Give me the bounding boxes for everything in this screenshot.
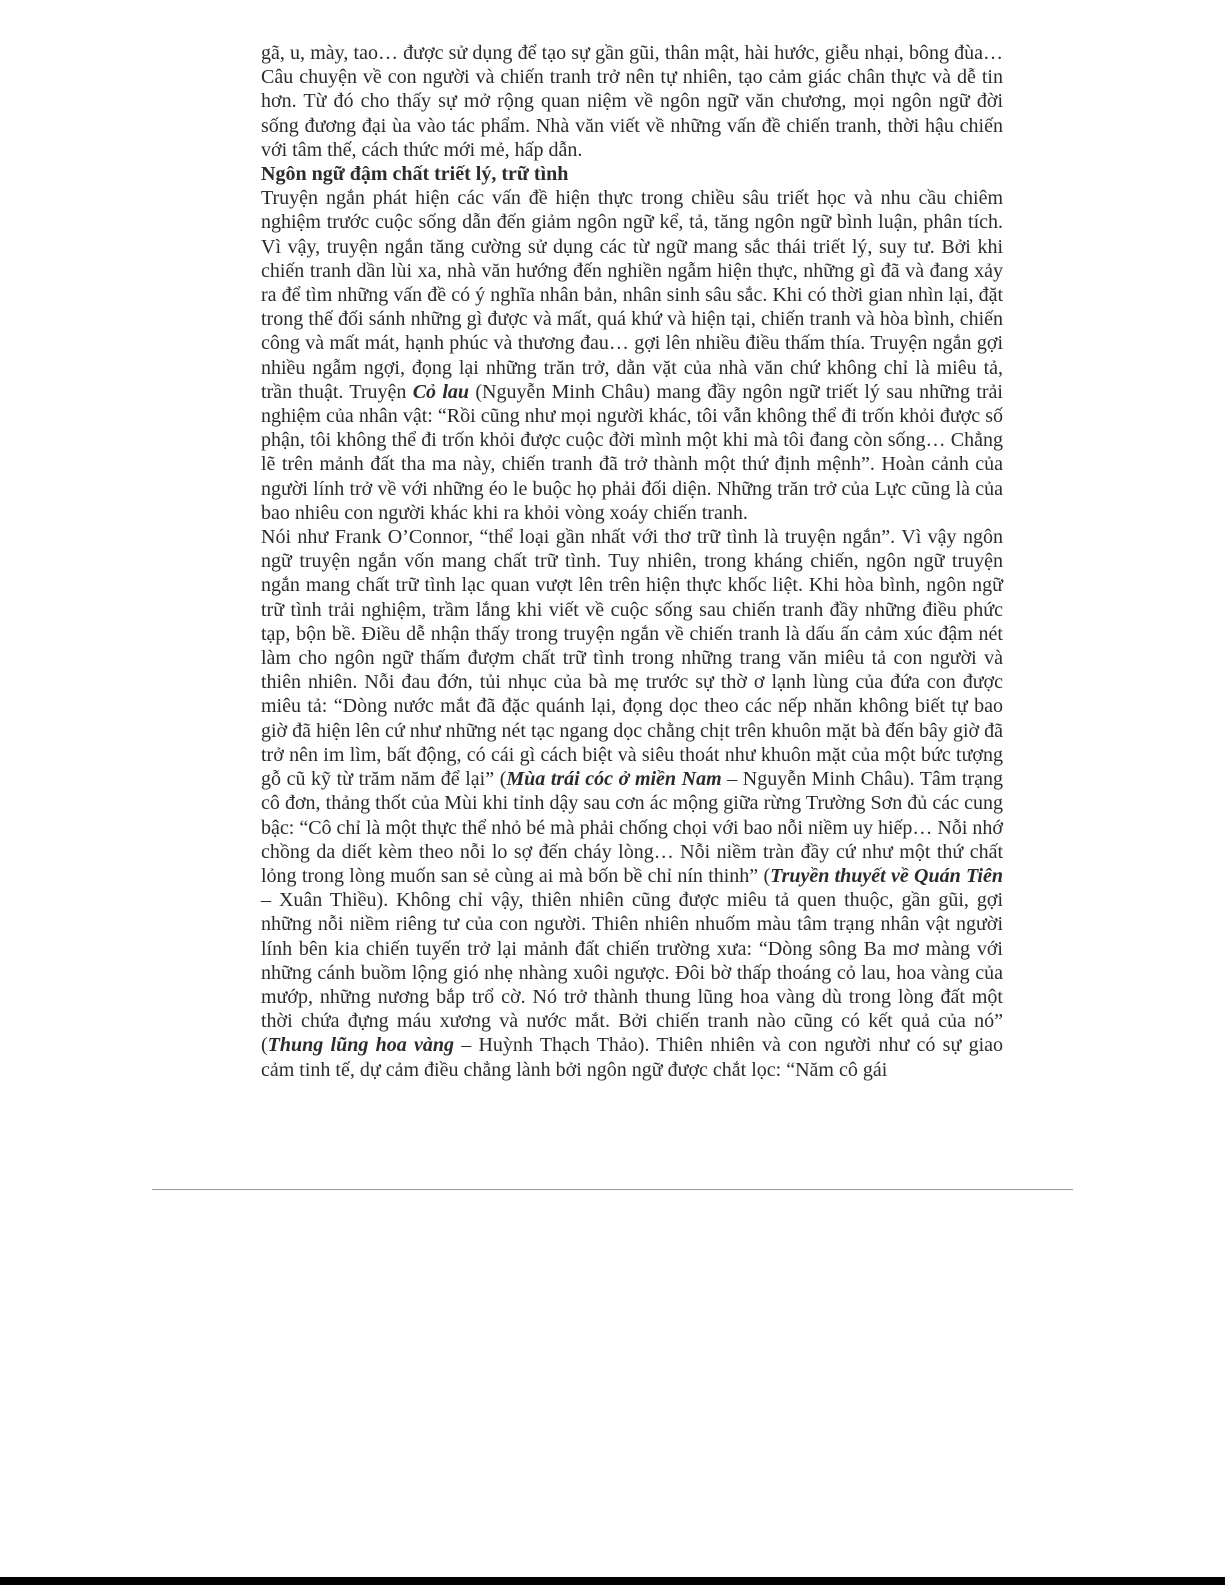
paragraph-lyrical — [261, 525, 1003, 1082]
work-title-mua-trai-coc: Mùa trái cóc ở miền Nam — [506, 768, 722, 791]
paragraph-text: – Nguyễn Minh Châu). Tâm trạng cô đơn, thảng thốt của Mùi khi tỉnh dậy sau cơn ác mộng giữa rừng Trường Sơn đủ các cung bậc: “Cô chỉ là một thực thể nhỏ bé mà phải chống chọi với bao nỗi niềm uy hiếp… Nỗi nhớ chồng da diết kèm theo nỗi lo sợ đến cháy lòng… Nỗi niềm tràn đầy cứ như một thứ chất lỏng trong lòng muốn san sẻ cùng ai mà bốn bề chỉ nín thinh” ( — [261, 768, 1004, 887]
work-title-thung-lung: Thung lũng hoa vàng — [267, 1034, 454, 1057]
bottom-bar — [0, 1577, 1225, 1585]
paragraph-text: – Xuân Thiều). Không chỉ vậy, thiên nhiên cũng được miêu tả quen thuộc, gần gũi, gợi những nỗi niềm riêng tư của con người. Thiên nhiên nhuốm màu tâm trạng nhân vật người lính bên kia chiến tuyến trở lại mảnh đất chiến trường xưa: “Dòng sông Ba mơ màng với những cánh buồm lộng gió nhẹ nhàng xuôi ngược. Đôi bờ thấp thoáng cỏ lau, hoa vàng của mướp, những nương bắp trổ cờ. Nó trở thành thung lũng hoa vàng dù trong lòng đất một thời chứa đựng máu xương và nước mắt. Bởi chiến tranh nào cũng có kết quả của nó” ( — [261, 889, 1003, 1057]
page-divider — [152, 1189, 1073, 1190]
work-title-co-lau: Cỏ lau — [412, 380, 470, 403]
paragraph-text: Truyện ngắn phát hiện các vấn đề hiện thực trong chiều sâu triết học và nhu cầu chiêm nghiệm trước cuộc sống dẫn đến giảm ngôn ngữ kể, tả, tăng ngôn ngữ bình luận, phân tích. Vì vậy, truyện ngắn tăng cường sử dụng các từ ngữ mang sắc thái triết lý, suy tư. Bởi khi chiến tranh dần lùi xa, nhà văn hướng đến nghiền ngẫm hiện thực, những gì đã và đang xảy ra để tìm những vấn đề có ý nghĩa nhân bản, nhân sinh sâu sắc. Khi có thời gian nhìn lại, đặt trong thế đối sánh những gì được và mất, quá khứ và hiện tại, chiến tranh và hòa bình, chiến công và mất mát, hạnh phúc và thương đau… gợi lên nhiều điều thấm thía. Truyện ngắn gợi nhiều ngẫm ngợi, đọng lại những trăn trở, dằn vặt của nhà văn chứ không chỉ là miêu tả, trần thuật. Truyện — [261, 187, 1003, 403]
paragraph-text: – Huỳnh Thạch Thảo). Thiên nhiên và con người như có sự giao cảm tinh tế, dự cảm điều chẳng lành bởi ngôn ngữ được chắt lọc: “Năm cô gái — [261, 1034, 1004, 1081]
work-title-truyen-thuyet: Truyền thuyết về Quán Tiên — [770, 864, 1003, 887]
paragraph-text: (Nguyễn Minh Châu) mang đầy ngôn ngữ triết lý sau những trải nghiệm của nhân vật: “Rồi cũng như mọi người khác, tôi vẫn không thể đi trốn khỏi được số phận, tôi không thể đi trốn khỏi được cuộc đời mình một khi mà tôi đang còn sống… Chẳng lẽ trên mảnh đất tha ma này, chiến tranh đã trở thành một thứ định mệnh”. Hoàn cảnh của người lính trở về với những éo le buộc họ phải đối diện. Những trăn trở của Lực cũng là của bao nhiêu con người khác khi ra khỏi vòng xoáy chiến tranh. — [261, 380, 1003, 524]
paragraph-text: Nói như Frank O’Connor, “thể loại gần nhất với thơ trữ tình là truyện ngắn”. Vì vậy ngôn ngữ truyện ngắn vốn mang chất trữ tình. Tuy nhiên, trong kháng chiến, ngôn ngữ truyện ngắn mang chất trữ tình lạc quan vượt lên trên hiện thực khốc liệt. Khi hòa bình, ngôn ngữ trữ tình trải nghiệm, trầm lắng khi viết về cuộc sống sau chiến tranh đầy những điều phức tạp, bộn bề. Điều dễ nhận thấy trong truyện ngắn về chiến tranh là dấu ấn cảm xúc đậm nét làm cho ngôn ngữ thấm đượm chất trữ tình trong những trang văn miêu tả con người và thiên nhiên. Nỗi đau đớn, tủi nhục của bà mẹ trước sự thờ ơ lạnh lùng của đứa con được miêu tả: “Dòng nước mắt đã đặc quánh lại, đọng dọc theo các nếp nhăn không biết tự bao giờ đã hiện lên cứ như những nét tạc ngang dọc chằng chịt trên khuôn mặt bà đến bây giờ đã trở nên im lìm, bất động, có cái gì cách biệt và siêu thoát như khuôn mặt của một bức tượng gỗ cũ kỹ từ trăm năm để lại” ( — [261, 526, 1003, 791]
section-heading: Ngôn ngữ đậm chất triết lý, trữ tình — [261, 163, 569, 186]
paragraph-intro: gã, u, mày, tao… được sử dụng để tạo sự gần gũi, thân mật, hài hước, giễu nhại, bông đùa… Câu chuyện về con người và chiến tranh trở nên tự nhiên, tạo cảm giác chân thực và dễ tin hơn. Từ đó cho thấy sự mở rộng quan niệm về ngôn ngữ văn chương, mọi ngôn ngữ đời sống đương đại ùa vào tác phẩm. Nhà văn viết về những vấn đề chiến tranh, thời hậu chiến với tâm thế, cách thức mới mẻ, hấp dẫn. — [261, 42, 1003, 161]
page-content — [261, 41, 1003, 1082]
paragraph-philosophy — [261, 186, 1003, 525]
